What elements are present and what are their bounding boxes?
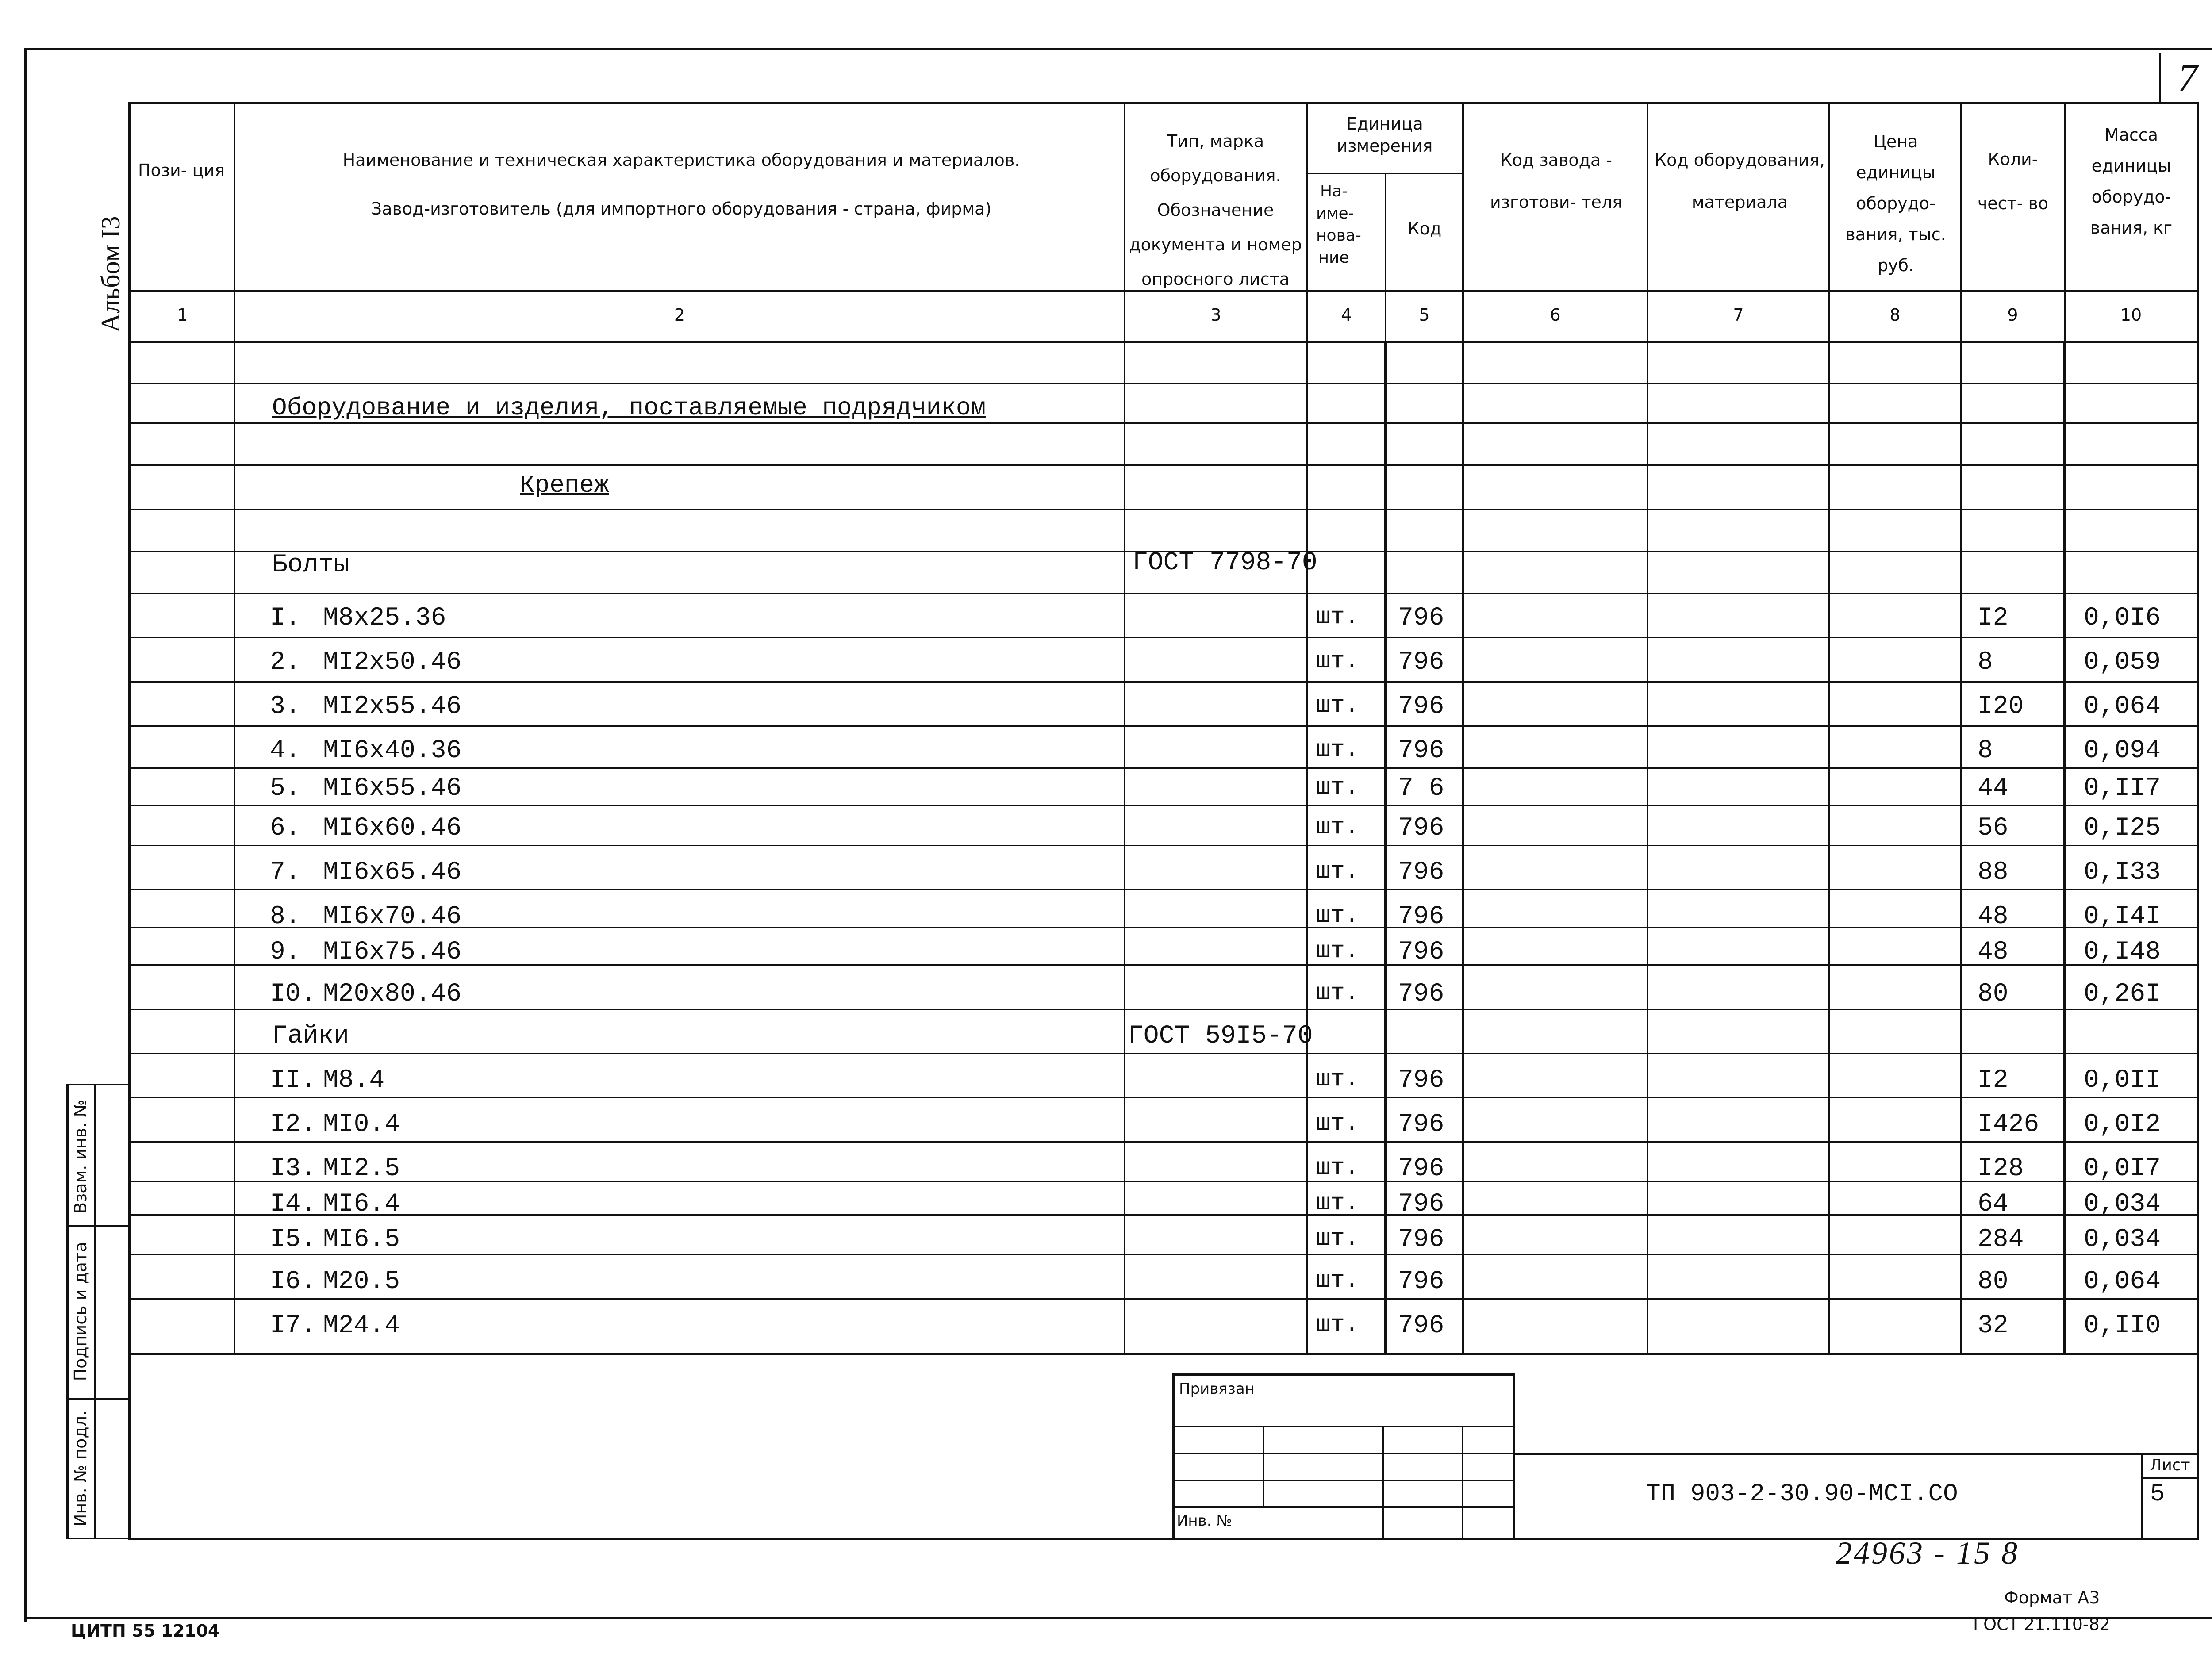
handwritten-number: 24963 - 15 8 xyxy=(1836,1535,2019,1571)
item-pos: I0. xyxy=(270,980,316,1009)
item-pos: I2. xyxy=(270,1110,316,1139)
item-unit: шт. xyxy=(1316,648,1359,675)
row-line xyxy=(128,1097,2199,1098)
numbers-bottom xyxy=(128,341,2199,343)
item-mass: 0,0I7 xyxy=(2084,1154,2161,1183)
item-unit: шт. xyxy=(1316,736,1359,763)
item-pos: 6. xyxy=(270,814,301,843)
colnum-9: 9 xyxy=(2007,305,2018,325)
row-line xyxy=(128,1181,2199,1182)
row-line xyxy=(128,1053,2199,1054)
colnum-2: 2 xyxy=(674,305,685,325)
col-sep-1 xyxy=(234,102,235,1354)
row-line xyxy=(128,1353,2199,1354)
unit-group-split xyxy=(1306,173,1462,174)
item-mass: 0,0I6 xyxy=(2084,604,2161,633)
item-mass: 0,064 xyxy=(2084,1267,2161,1296)
stamp-podpis: Подпись и дата xyxy=(71,1242,90,1381)
item-qty: 80 xyxy=(1978,980,2008,1009)
publisher: ЦИТП 55 12104 xyxy=(71,1621,220,1641)
tb-main-top xyxy=(1513,1453,2199,1455)
colnum-7: 7 xyxy=(1733,305,1744,325)
format-label: Формат А3 xyxy=(2004,1588,2100,1607)
colnum-10: 10 xyxy=(2120,305,2142,325)
item-name: M20x80.46 xyxy=(323,980,462,1009)
row-line xyxy=(128,845,2199,846)
item-unit: шт. xyxy=(1316,980,1359,1007)
item-name: MI6x60.46 xyxy=(323,814,462,843)
item-code: 796 xyxy=(1398,938,1444,966)
item-pos: I6. xyxy=(270,1267,316,1296)
tb-sheet-number: 5 xyxy=(2150,1480,2165,1508)
item-unit: шт. xyxy=(1316,814,1359,841)
tb-row-4 xyxy=(1172,1506,1515,1508)
item-unit: шт. xyxy=(1316,1066,1359,1093)
tb-sheet-split xyxy=(2141,1477,2199,1479)
item-code: 796 xyxy=(1398,858,1444,887)
item-qty: 88 xyxy=(1978,858,2008,887)
item-unit: шт. xyxy=(1316,692,1359,719)
item-qty: 44 xyxy=(1978,774,2008,803)
header-col9: Коли- чест- во xyxy=(1977,150,2049,213)
tb-privyazan-right xyxy=(1513,1373,1515,1538)
item-code: 796 xyxy=(1398,1066,1444,1095)
item-pos: 4. xyxy=(270,736,301,765)
col-sep-3 xyxy=(1306,102,1308,1354)
col-sep-2 xyxy=(1124,102,1125,1354)
item-name: MI6x75.46 xyxy=(323,938,462,966)
item-mass: 0,I25 xyxy=(2084,814,2161,843)
page-number: 7 xyxy=(2177,56,2198,100)
item-code: 796 xyxy=(1398,902,1444,931)
colnum-3: 3 xyxy=(1210,305,1221,325)
col-sep-5 xyxy=(1462,102,1464,1354)
item-unit: шт. xyxy=(1316,858,1359,885)
header-col1: Пози- ция xyxy=(138,161,225,180)
row-line xyxy=(128,725,2199,727)
colnum-8: 8 xyxy=(1889,305,1901,325)
item-qty: 48 xyxy=(1978,902,2008,931)
tb-row-2 xyxy=(1172,1453,1515,1454)
item-unit: шт. xyxy=(1316,774,1359,801)
tb-sheet-label: Лист xyxy=(2150,1456,2190,1474)
item-qty: I20 xyxy=(1978,692,2024,721)
item-qty: 56 xyxy=(1978,814,2008,843)
tb-row-1 xyxy=(1172,1426,1515,1427)
row-line xyxy=(128,509,2199,510)
item-pos: I4. xyxy=(270,1190,316,1219)
item-mass: 0,064 xyxy=(2084,692,2161,721)
tb-privyazan-top xyxy=(1172,1373,1515,1376)
row-line xyxy=(128,422,2199,424)
item-pos: 7. xyxy=(270,858,301,887)
row-line xyxy=(128,1009,2199,1010)
row-line xyxy=(128,889,2199,890)
page-number-box-left xyxy=(2159,53,2161,102)
item-code: 796 xyxy=(1398,1110,1444,1139)
row-line xyxy=(128,637,2199,638)
item-unit: шт. xyxy=(1316,938,1359,965)
stamp-sep-2 xyxy=(66,1398,131,1400)
col-sep-7 xyxy=(1828,102,1830,1354)
col-sep-6 xyxy=(1647,102,1648,1354)
subsection-title: Крепеж xyxy=(520,471,609,499)
gost-label: ГОСТ 21.110-82 xyxy=(1973,1614,2110,1634)
stamp-top xyxy=(66,1084,131,1085)
item-code: 796 xyxy=(1398,814,1444,843)
item-mass: 0,II7 xyxy=(2084,774,2161,803)
header-col6: Код завода - изготови- теля xyxy=(1490,150,1623,212)
group-nuts-name: Гайки xyxy=(272,1022,349,1051)
row-line xyxy=(128,383,2199,384)
frame-top xyxy=(24,48,2212,50)
item-qty: I2 xyxy=(1978,1066,2008,1095)
group-bolts-name: Болты xyxy=(272,551,349,579)
item-name: MI6x65.46 xyxy=(323,858,462,887)
header-col10: Масса единицы оборудо- вания, кг xyxy=(2090,125,2173,238)
item-name: MI6x40.36 xyxy=(323,736,462,765)
album-label: Альбом I3 xyxy=(96,216,125,333)
row-line xyxy=(128,1141,2199,1143)
header-col5: Код xyxy=(1407,219,1442,238)
item-qty: 80 xyxy=(1978,1267,2008,1296)
item-unit: шт. xyxy=(1316,1154,1359,1181)
item-mass: 0,I33 xyxy=(2084,858,2161,887)
item-name: MI6.4 xyxy=(323,1190,400,1219)
tb-inv-no: Инв. № xyxy=(1177,1512,1232,1530)
item-code: 796 xyxy=(1398,1190,1444,1219)
tb-row-3 xyxy=(1172,1480,1515,1481)
stamp-inner-left xyxy=(94,1084,96,1539)
row-line xyxy=(128,464,2199,466)
item-unit: шт. xyxy=(1316,902,1359,929)
row-line xyxy=(128,593,2199,594)
item-name: MI2x55.46 xyxy=(323,692,462,721)
tb-privyazan-left xyxy=(1172,1373,1175,1538)
item-name: MI2.5 xyxy=(323,1154,400,1183)
item-pos: I5. xyxy=(270,1225,316,1254)
item-code: 7 6 xyxy=(1398,774,1444,803)
section-title: Оборудование и изделия, поставляемые подрядчиком xyxy=(272,394,986,422)
item-name: MI0.4 xyxy=(323,1110,400,1139)
item-qty: 284 xyxy=(1978,1225,2024,1254)
item-unit: шт. xyxy=(1316,1312,1359,1338)
item-name: M20.5 xyxy=(323,1267,400,1296)
item-name: MI6x55.46 xyxy=(323,774,462,803)
colnum-1: 1 xyxy=(177,305,188,325)
item-name: M24.4 xyxy=(323,1312,400,1340)
item-unit: шт. xyxy=(1316,1110,1359,1137)
tb-col-1 xyxy=(1263,1426,1264,1506)
item-qty: 32 xyxy=(1978,1312,2008,1340)
item-name: M8.4 xyxy=(323,1066,385,1095)
item-code: 796 xyxy=(1398,1225,1444,1254)
item-pos: I3. xyxy=(270,1154,316,1183)
item-pos: I7. xyxy=(270,1312,316,1340)
item-qty: 8 xyxy=(1978,648,1993,677)
tb-privyazan: Привязан xyxy=(1179,1380,1255,1398)
stamp-vzam: Взам. инв. № xyxy=(71,1100,90,1214)
item-qty: 8 xyxy=(1978,736,1993,765)
item-mass: 0,I4I xyxy=(2084,902,2161,931)
item-pos: 8. xyxy=(270,902,301,931)
header-col4: На- име- нова- ние xyxy=(1316,182,1361,267)
group-bolts-standard: ГОСТ 7798-70 xyxy=(1133,548,1317,577)
header-col8: Цена единицы оборудо- вания, тыс. руб. xyxy=(1845,132,1946,275)
tb-doc-code: ТП 903-2-30.90-МСI.СО xyxy=(1646,1480,1958,1508)
item-mass: 0,0I2 xyxy=(2084,1110,2161,1139)
item-pos: 3. xyxy=(270,692,301,721)
item-pos: I. xyxy=(270,604,301,633)
item-mass: 0,0II xyxy=(2084,1066,2161,1095)
stamp-bottom xyxy=(66,1538,131,1539)
col-sep-8 xyxy=(1960,102,1962,1354)
tb-col-3 xyxy=(1462,1426,1463,1538)
header-unit-group: Единица измерения xyxy=(1336,114,1433,156)
row-line xyxy=(128,1214,2199,1216)
item-qty: 48 xyxy=(1978,938,2008,966)
item-code: 796 xyxy=(1398,736,1444,765)
item-unit: шт. xyxy=(1316,1225,1359,1252)
item-code: 796 xyxy=(1398,692,1444,721)
item-qty: I2 xyxy=(1978,604,2008,633)
item-name: MI6.5 xyxy=(323,1225,400,1254)
row-line xyxy=(128,681,2199,683)
colnum-6: 6 xyxy=(1550,305,1561,325)
row-line xyxy=(128,1254,2199,1255)
item-code: 796 xyxy=(1398,1312,1444,1340)
item-qty: 64 xyxy=(1978,1190,2008,1219)
item-mass: 0,26I xyxy=(2084,980,2161,1009)
table-right xyxy=(2197,102,2199,1539)
header-col3: Тип, марка оборудования. Обозначение документа и номер опросного листа xyxy=(1129,131,1302,289)
item-mass: 0,I48 xyxy=(2084,938,2161,966)
item-code: 796 xyxy=(1398,1267,1444,1296)
group-nuts-standard: ГОСТ 59I5-70 xyxy=(1128,1022,1313,1051)
header-col7: Код оборудования, материала xyxy=(1655,150,1825,212)
item-qty: I426 xyxy=(1978,1110,2039,1139)
frame-left xyxy=(24,48,27,1622)
item-pos: 9. xyxy=(270,938,301,966)
item-pos: 2. xyxy=(270,648,301,677)
item-mass: 0,094 xyxy=(2084,736,2161,765)
tb-sheet-left xyxy=(2141,1453,2143,1538)
stamp-inv: Инв. № подл. xyxy=(71,1410,90,1527)
item-unit: шт. xyxy=(1316,1190,1359,1217)
item-unit: шт. xyxy=(1316,604,1359,631)
tb-col-2 xyxy=(1382,1426,1384,1538)
row-line xyxy=(128,767,2199,769)
item-mass: 0,059 xyxy=(2084,648,2161,677)
colnum-5: 5 xyxy=(1419,305,1430,325)
row-line xyxy=(128,1298,2199,1300)
item-mass: 0,034 xyxy=(2084,1190,2161,1219)
item-pos: II. xyxy=(270,1066,316,1095)
item-name: MI2x50.46 xyxy=(323,648,462,677)
item-name: M8x25.36 xyxy=(323,604,446,633)
item-mass: 0,II0 xyxy=(2084,1312,2161,1340)
item-code: 796 xyxy=(1398,1154,1444,1183)
col10-bold-left xyxy=(2063,341,2066,1354)
table-top xyxy=(128,102,2199,104)
colnum-4: 4 xyxy=(1341,305,1352,325)
item-unit: шт. xyxy=(1316,1267,1359,1294)
item-code: 796 xyxy=(1398,648,1444,677)
item-code: 796 xyxy=(1398,980,1444,1009)
col5-bold-left xyxy=(1384,341,1387,1354)
item-code: 796 xyxy=(1398,604,1444,633)
item-qty: I28 xyxy=(1978,1154,2024,1183)
item-name: MI6x70.46 xyxy=(323,902,462,931)
header-col2-line2: Завод-изготовитель (для импортного оборудования - страна, фирма) xyxy=(371,199,992,219)
frame-bottom xyxy=(24,1617,2212,1619)
item-mass: 0,034 xyxy=(2084,1225,2161,1254)
row-line xyxy=(128,805,2199,806)
item-pos: 5. xyxy=(270,774,301,803)
header-col2-line1: Наименование и техническая характеристика оборудования и материалов. xyxy=(342,150,1020,170)
